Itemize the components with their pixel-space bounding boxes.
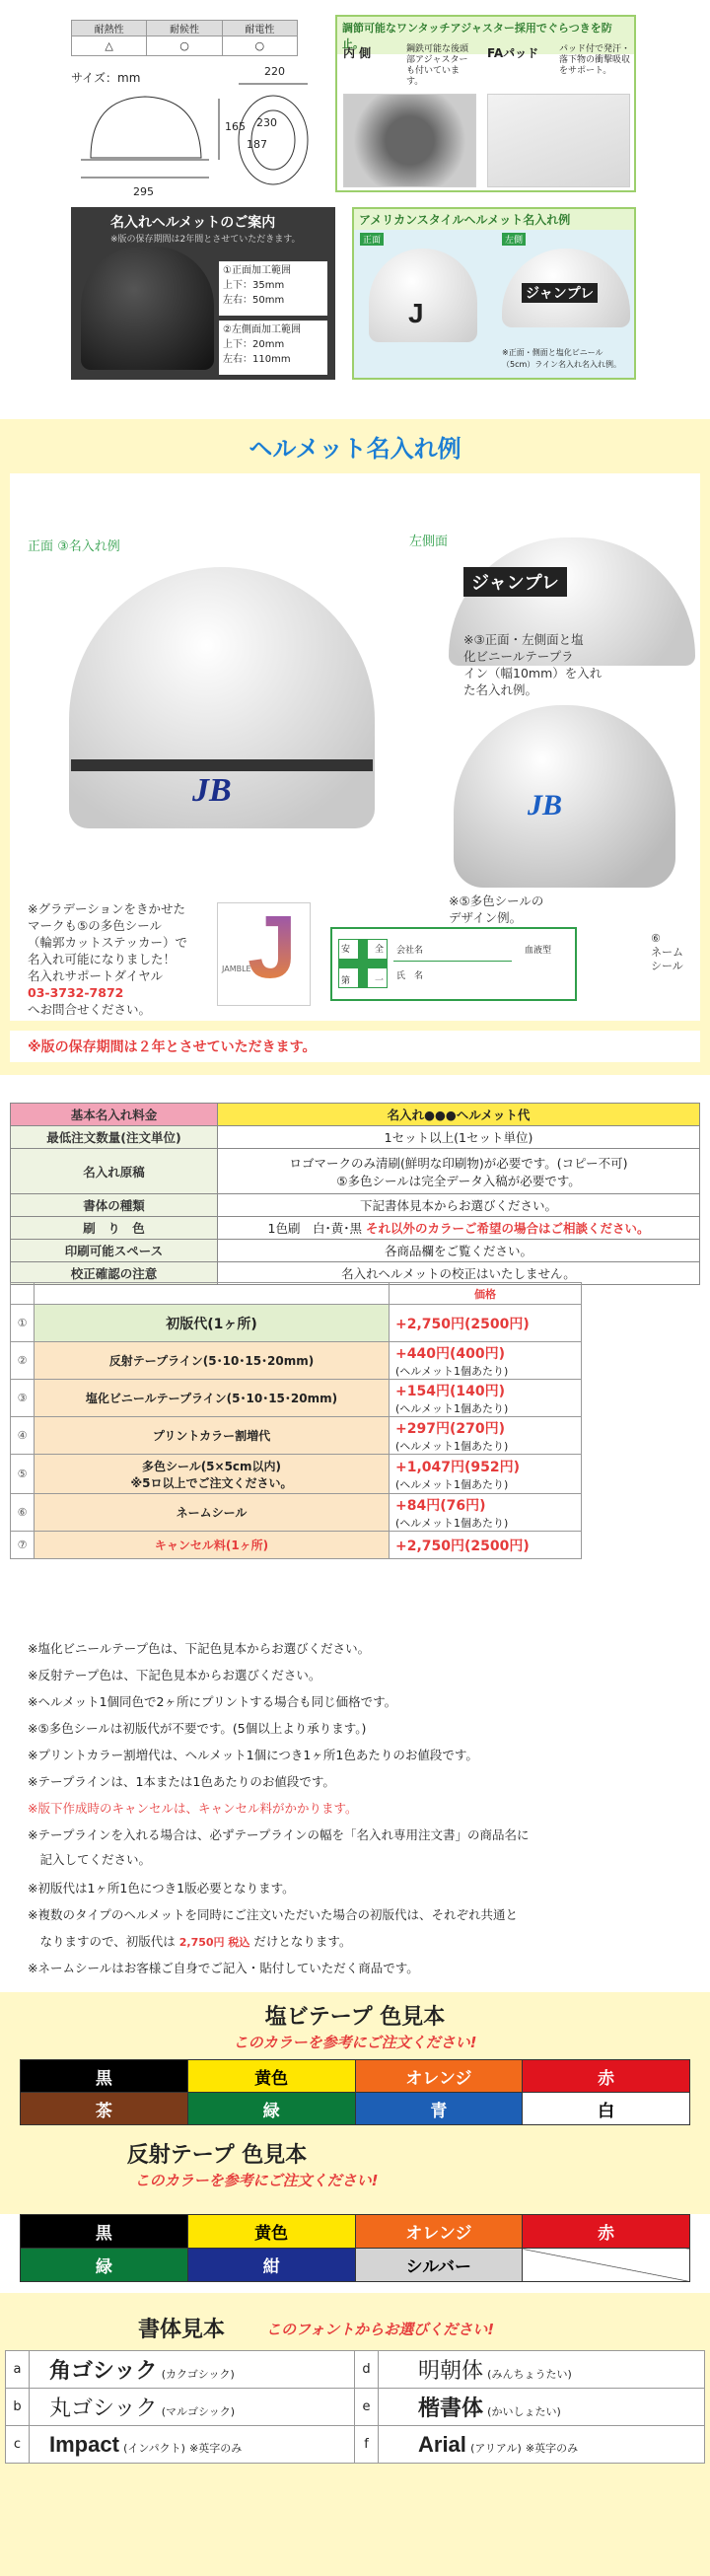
inner-photo xyxy=(343,94,476,187)
left-area-h: 上下：20mm xyxy=(223,339,285,350)
inner-label: 内 側 xyxy=(343,46,372,60)
spec-k-2: 書体の種類 xyxy=(11,1194,218,1217)
price-cell-4 xyxy=(390,1455,582,1494)
price-n-1: ② xyxy=(11,1342,35,1380)
vinyl-section xyxy=(0,1992,710,2214)
spec-v-1 xyxy=(218,1149,700,1194)
prop-heat-icon: △ xyxy=(72,36,147,56)
note-11-price: 2,750円 税込 xyxy=(178,1936,250,1949)
phone-number[interactable] xyxy=(28,984,187,1001)
fa-pad-photo xyxy=(487,94,630,187)
prop-electric-icon: ○ xyxy=(222,36,297,56)
left-area-title: ②左側面加工範囲 xyxy=(223,324,301,335)
safety-v xyxy=(358,940,368,987)
dim-187: 187 xyxy=(247,138,267,151)
reflect-yellow: 黄色 xyxy=(187,2215,355,2249)
desc-gradient-5: 名入れサポートダイヤル xyxy=(28,968,164,983)
spec-v-3b: それ以外のカラーご希望の場合はご相談ください。 xyxy=(365,1221,650,1236)
side-helmet-text: ジャンプレ xyxy=(463,567,567,597)
vinyl-brown: 茶 xyxy=(21,2093,188,2125)
note-2: ※ヘルメット1個同色で2ヶ所にプリントする場合も同じ価格です。 xyxy=(28,1694,397,1709)
prop-weather: 耐候性 xyxy=(147,21,222,36)
note-10: ※複数のタイプのヘルメットを同時にご注文いただいた場合の初版代は、それぞれ共通と xyxy=(28,1907,518,1922)
price-name-5: ネームシール xyxy=(35,1494,390,1532)
feature-box xyxy=(335,15,636,192)
font-ruby-b: (マルゴシック) xyxy=(161,2405,236,2418)
safety-char-3: 第 xyxy=(341,976,351,986)
spec-v-0: 1セット以上(1セット単位) xyxy=(218,1126,700,1149)
reflect-red: 赤 xyxy=(523,2215,690,2249)
desc-gradient-4: 名入れ可能になりました！ xyxy=(28,952,177,966)
namecard-line xyxy=(393,961,512,962)
spec-head-left: 基本名入れ料金 xyxy=(11,1104,218,1126)
font-l-b: b xyxy=(6,2389,30,2426)
font-name-d: 明朝体 xyxy=(418,2359,484,2384)
price-val-0: +2,750円(2500円) xyxy=(390,1305,582,1342)
spec-table xyxy=(10,1103,700,1285)
spec-k-1: 名入れ原稿 xyxy=(11,1149,218,1194)
namecard-name: 氏 名 xyxy=(396,971,424,981)
spec-v-3 xyxy=(218,1217,700,1240)
font-name-a: 角ゴシック xyxy=(49,2359,158,2384)
fa-desc: パッド付で発汗・落下物の衝撃吸収をサポート。 xyxy=(559,44,631,76)
reflect-navy: 紺 xyxy=(187,2249,355,2282)
front-area-box xyxy=(219,261,327,316)
price-name-4a: 多色シール(5×5cm以内) xyxy=(141,1459,282,1473)
save-period: ※版の保存期間は２年とさせていただきます。 xyxy=(10,1031,700,1062)
desc3-line-2: 化ビニールテープラ xyxy=(463,649,574,664)
price-n-6: ⑦ xyxy=(11,1532,35,1559)
desc3-line-4: た名入れ例。 xyxy=(463,682,538,697)
desc5-line-2: デザイン例。 xyxy=(449,910,523,925)
front-area-title: ①正面加工範囲 xyxy=(223,265,291,276)
feature-banner: 調節可能なワンタッチアジャスター採用でぐらつきを防止。 xyxy=(337,17,634,54)
reflect-title: 反射テープ 色見本 xyxy=(126,2143,308,2168)
font-note-c: ※英字のみ xyxy=(189,2441,243,2455)
price-val-1: +440円(400円) xyxy=(395,1345,505,1362)
price-name-4 xyxy=(35,1455,390,1494)
spec-head-right: 名入れ●●●ヘルメット代 xyxy=(218,1104,700,1126)
front-jb-logo: JB xyxy=(192,772,232,809)
front-helmet-band xyxy=(71,759,373,771)
spec-v-1b: ⑤多色シールは完全データ入稿が必要です。 xyxy=(336,1173,581,1188)
price-n-3: ④ xyxy=(11,1417,35,1455)
price-name-2: 塩化ビニールテープライン(5･10･15･20mm) xyxy=(35,1380,390,1417)
font-l-d: d xyxy=(355,2351,379,2389)
example-title: ヘルメット名入れ例 xyxy=(248,435,462,463)
spec-v-5: 名入れヘルメットの校正はいたしません。 xyxy=(218,1262,700,1285)
spec-v-1a: ロゴマークのみ清刷(鮮明な印刷物)が必要です。(コピー不可) xyxy=(289,1155,628,1171)
price-sub-4: (ヘルメット1個あたり) xyxy=(395,1477,509,1491)
font-l-c: c xyxy=(6,2426,30,2464)
j-sticker xyxy=(217,898,311,1006)
reflect-sub: このカラーを参考にご注文ください! xyxy=(134,2172,379,2189)
vinyl-title: 塩ビテープ 色見本 xyxy=(264,2005,446,2030)
fa-label: FAパッド xyxy=(487,46,539,60)
font-name-e: 楷書体 xyxy=(418,2396,484,2421)
price-header: 価格 xyxy=(390,1283,582,1305)
note-0: ※塩化ビニールテープ色は、下記色見本からお選びください。 xyxy=(28,1641,371,1656)
spec-k-0: 最低注文数量(注文単位) xyxy=(11,1126,218,1149)
dim-220: 220 xyxy=(264,65,285,78)
price-n-0: ① xyxy=(11,1305,35,1342)
name-guide-title: 名入れヘルメットのご案内 xyxy=(110,215,276,231)
note-3: ※⑤多色シールは初版代が不要です。(5個以上より承ります。) xyxy=(28,1721,367,1736)
price-n-4: ⑤ xyxy=(11,1455,35,1494)
american-label-left: 左側 xyxy=(502,233,526,246)
price-head-name xyxy=(35,1283,390,1305)
font-section xyxy=(0,2293,710,2576)
note-9: ※初版代は1ヶ所1色につき1版必要となります。 xyxy=(28,1881,295,1896)
prop-weather-icon: ○ xyxy=(147,36,222,56)
font-l-e: e xyxy=(355,2389,379,2426)
american-note-2: （5cm）ライン名入れ名入れ例。 xyxy=(502,360,622,369)
font-ruby-f: (アリアル) xyxy=(470,2441,522,2455)
top-panel xyxy=(0,0,710,390)
american-note-1: ※正面・側面と塩化ビニール xyxy=(502,348,604,357)
namecard-caption: ⑥ ネーム シール xyxy=(651,932,683,972)
price-val-3: +297円(270円) xyxy=(395,1420,505,1437)
prop-electric: 耐電性 xyxy=(222,21,297,36)
phone-suffix: へお問合せください。 xyxy=(28,1002,152,1017)
safety-char-4: 一 xyxy=(375,976,385,986)
reflect-silver: シルバー xyxy=(355,2249,523,2282)
vinyl-white: 白 xyxy=(523,2093,690,2125)
size-label: サイズ：mm xyxy=(71,71,141,85)
j-letter: J xyxy=(248,898,298,997)
property-table xyxy=(71,20,298,56)
spec-v-4: 各商品欄をご覧ください。 xyxy=(218,1240,700,1262)
spec-v-2: 下記書体見本からお選びください。 xyxy=(218,1194,700,1217)
price-name-4b: ※5ロ以上でご注文ください。 xyxy=(130,1475,293,1490)
price-table xyxy=(10,1282,582,1559)
desc3 xyxy=(463,631,602,698)
font-ruby-e: (かいしょたい) xyxy=(487,2405,561,2418)
font-name-c: Impact xyxy=(49,2431,119,2457)
font-name-b: 丸ゴシック xyxy=(49,2397,158,2421)
reflect-green: 緑 xyxy=(21,2249,188,2282)
left-label: 左側面 xyxy=(409,535,449,549)
note-1: ※反射テープ色は、下記色見本からお選びください。 xyxy=(28,1668,321,1682)
desc-gradient-3: （輪郭カットステッカー）で xyxy=(28,935,188,950)
price-n-5: ⑥ xyxy=(11,1494,35,1532)
note-7: ※テープラインを入れる場合は、必ずテープラインの幅を「名入れ専用注文書」の商品名に xyxy=(28,1827,530,1842)
price-name-3: プリントカラー割増代 xyxy=(35,1417,390,1455)
phone-text: 03-3732-7872 xyxy=(28,985,124,1000)
note-12: ※ネームシールはお客様ご自身でご記入・貼付していただく商品です。 xyxy=(28,1961,419,1975)
price-sub-1: (ヘルメット1個あたり) xyxy=(395,1364,509,1378)
name-guide-note: ※版の保存期間は2年間とさせていただきます。 xyxy=(110,235,301,245)
american-title: アメリカンスタイルヘルメット名入れ例 xyxy=(354,209,634,230)
safety-cross xyxy=(338,939,388,988)
left-area-w: 左右：110mm xyxy=(223,354,291,365)
font-table xyxy=(5,2350,705,2464)
namecard-blood: 血液型 xyxy=(525,946,552,956)
note-11 xyxy=(28,1932,351,1950)
price-cell-1 xyxy=(390,1342,582,1380)
dim-165: 165 xyxy=(225,120,246,133)
price-name-1: 反射テープライン(5･10･15･20mm) xyxy=(35,1342,390,1380)
note-11-text: なりますので、初版代は xyxy=(28,1934,176,1949)
vinyl-blue: 青 xyxy=(355,2093,523,2125)
american-j-logo: J xyxy=(408,298,424,328)
price-cell-3 xyxy=(390,1417,582,1455)
price-sub-5: (ヘルメット1個あたり) xyxy=(395,1516,509,1530)
spec-v-3a: 1色刷 白･黄･黒 xyxy=(267,1221,362,1236)
name-card xyxy=(330,927,577,1001)
font-cell-d xyxy=(379,2351,705,2389)
font-name-f: Arial xyxy=(418,2431,466,2457)
inner-desc: 鋼鉄可能な後頭部アジャスターも付いています。 xyxy=(406,44,469,87)
safety-char-2: 全 xyxy=(375,945,385,955)
price-val-6: +2,750円(2500円) xyxy=(390,1532,582,1559)
back-jb-logo: JB xyxy=(528,789,563,822)
note-11-tail: だけとなります。 xyxy=(253,1934,352,1949)
price-name-6: キャンセル料(1ヶ所) xyxy=(35,1532,390,1559)
front-area-h: 上下：35mm xyxy=(223,280,285,291)
prop-heat: 耐熱性 xyxy=(72,21,147,36)
vinyl-yellow: 黄色 xyxy=(187,2060,355,2093)
font-sub: このフォントからお選びください! xyxy=(266,2321,495,2338)
spec-k-3: 刷 り 色 xyxy=(11,1217,218,1240)
desc3-line-3: イン（幅10mm）を入れ xyxy=(463,666,603,680)
vinyl-green: 緑 xyxy=(187,2093,355,2125)
vinyl-black: 黒 xyxy=(21,2060,188,2093)
font-cell-f xyxy=(379,2426,705,2464)
front-area-w: 左右：50mm xyxy=(223,295,285,306)
vinyl-swatch-table xyxy=(20,2059,690,2125)
reflect-black: 黒 xyxy=(21,2215,188,2249)
vinyl-orange: オレンジ xyxy=(355,2060,523,2093)
note-6: ※版下作成時のキャンセルは、キャンセル料がかかります。 xyxy=(28,1801,358,1816)
price-n-2: ③ xyxy=(11,1380,35,1417)
price-val-4: +1,047円(952円) xyxy=(395,1459,521,1475)
price-name-0: 初版代(1ヶ所) xyxy=(35,1305,390,1342)
spec-k-5: 校正確認の注意 xyxy=(11,1262,218,1285)
american-label-front: 正面 xyxy=(360,233,384,246)
price-head-n xyxy=(11,1283,35,1305)
font-ruby-a: (カクゴシック) xyxy=(161,2368,235,2381)
black-helmet-photo xyxy=(81,247,214,370)
desc-gradient-1: ※グラデーションをきかせた xyxy=(28,901,185,916)
note-8: 記入してください。 xyxy=(28,1852,152,1867)
name-guide-box xyxy=(71,207,335,380)
desc5-line-1: ※⑤多色シールの xyxy=(449,894,544,908)
namecard-company: 会社名 xyxy=(396,946,424,956)
example-section xyxy=(0,419,710,1075)
desc-gradient xyxy=(28,900,187,1018)
desc5 xyxy=(449,893,543,926)
reflect-swatch-table xyxy=(20,2214,690,2282)
desc3-line-1: ※③正面・左側面と塩 xyxy=(463,632,584,647)
front-label: 正面 ③名入れ例 xyxy=(28,539,120,554)
font-l-f: f xyxy=(355,2426,379,2464)
dim-295: 295 xyxy=(133,185,154,198)
american-box xyxy=(352,207,636,380)
price-cell-5 xyxy=(390,1494,582,1532)
american-side-text: ジャンプレ xyxy=(522,283,598,303)
jamble-text: JAMBLE xyxy=(222,965,251,973)
price-sub-2: (ヘルメット1個あたり) xyxy=(395,1401,509,1415)
price-sub-3: (ヘルメット1個あたり) xyxy=(395,1439,509,1453)
font-ruby-c: (インパクト) xyxy=(123,2441,185,2455)
spec-k-4: 印刷可能スペース xyxy=(11,1240,218,1262)
font-cell-e xyxy=(379,2389,705,2426)
font-cell-c xyxy=(30,2426,355,2464)
desc-gradient-2: マークも⑤の多色シール xyxy=(28,918,162,933)
safety-char-1: 安 xyxy=(341,945,351,955)
dim-230: 230 xyxy=(256,116,277,129)
font-note-f: ※英字のみ xyxy=(525,2441,579,2455)
font-cell-a xyxy=(30,2351,355,2389)
reflect-empty xyxy=(523,2249,690,2282)
font-l-a: a xyxy=(6,2351,30,2389)
price-val-5: +84円(76円) xyxy=(395,1497,486,1514)
left-area-box xyxy=(219,321,327,375)
vinyl-sub: このカラーを参考にご注文ください! xyxy=(233,2034,477,2051)
note-5: ※テープラインは、1本または1色あたりのお値段です。 xyxy=(28,1774,335,1789)
reflect-orange: オレンジ xyxy=(355,2215,523,2249)
price-val-2: +154円(140円) xyxy=(395,1383,505,1399)
font-ruby-d: (みんちょうたい) xyxy=(487,2368,572,2381)
vinyl-red: 赤 xyxy=(523,2060,690,2093)
price-cell-2 xyxy=(390,1380,582,1417)
note-4: ※プリントカラー割増代は、ヘルメット1個につき1ヶ所1色あたりのお値段です。 xyxy=(28,1748,478,1762)
helmet-dimension-diagram xyxy=(71,79,318,192)
font-cell-b xyxy=(30,2389,355,2426)
font-title: 書体見本 xyxy=(138,2318,226,2342)
